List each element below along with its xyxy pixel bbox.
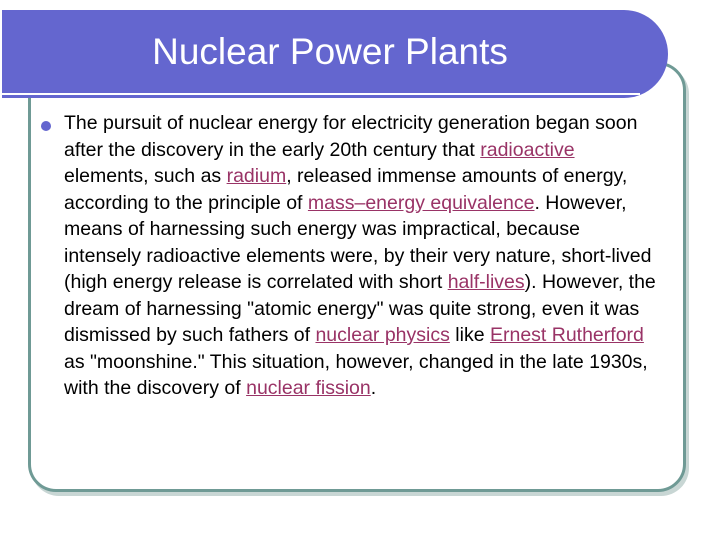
link-radioactive[interactable]: radioactive — [480, 138, 575, 161]
link-radium[interactable]: radium — [226, 165, 287, 187]
bullet-icon — [41, 121, 51, 131]
paragraph-text: . However, means of harnessing such energy was impractical, because intensely radioactive elements were, by their very nature, short-lived (high energy release is correlated with short — [64, 191, 652, 293]
paragraph-text: like — [449, 324, 490, 346]
paragraph-text: ). However, the dream of harnessing "atomic energy" was quite strong, even it was dismissed by such fathers of — [64, 271, 656, 346]
paragraph-text: . — [370, 377, 377, 399]
link-mass-energy-equivalence[interactable]: mass–energy equivalence — [307, 191, 535, 214]
paragraph-text: elements, such as — [64, 165, 227, 187]
title-underline-rule — [2, 93, 640, 95]
paragraph-text: as "moonshine." This situation, however, changed in the late 1930s, with the discovery of — [64, 350, 648, 399]
link-nuclear-physics[interactable]: nuclear physics — [315, 324, 450, 346]
paragraph-text: The pursuit of nuclear energy for electricity generation began soon after the discovery in the early 20th century that — [64, 112, 638, 161]
paragraph-text: , released immense amounts of energy, according to the principle of — [64, 165, 628, 214]
bullet-paragraph — [64, 110, 662, 402]
link-half-lives[interactable]: half-lives — [447, 271, 525, 293]
link-ernest-rutherford[interactable]: Ernest Rutherford — [489, 324, 644, 346]
page-title: Nuclear Power Plants — [152, 31, 508, 72]
link-nuclear-fission[interactable]: nuclear fission — [246, 377, 371, 399]
